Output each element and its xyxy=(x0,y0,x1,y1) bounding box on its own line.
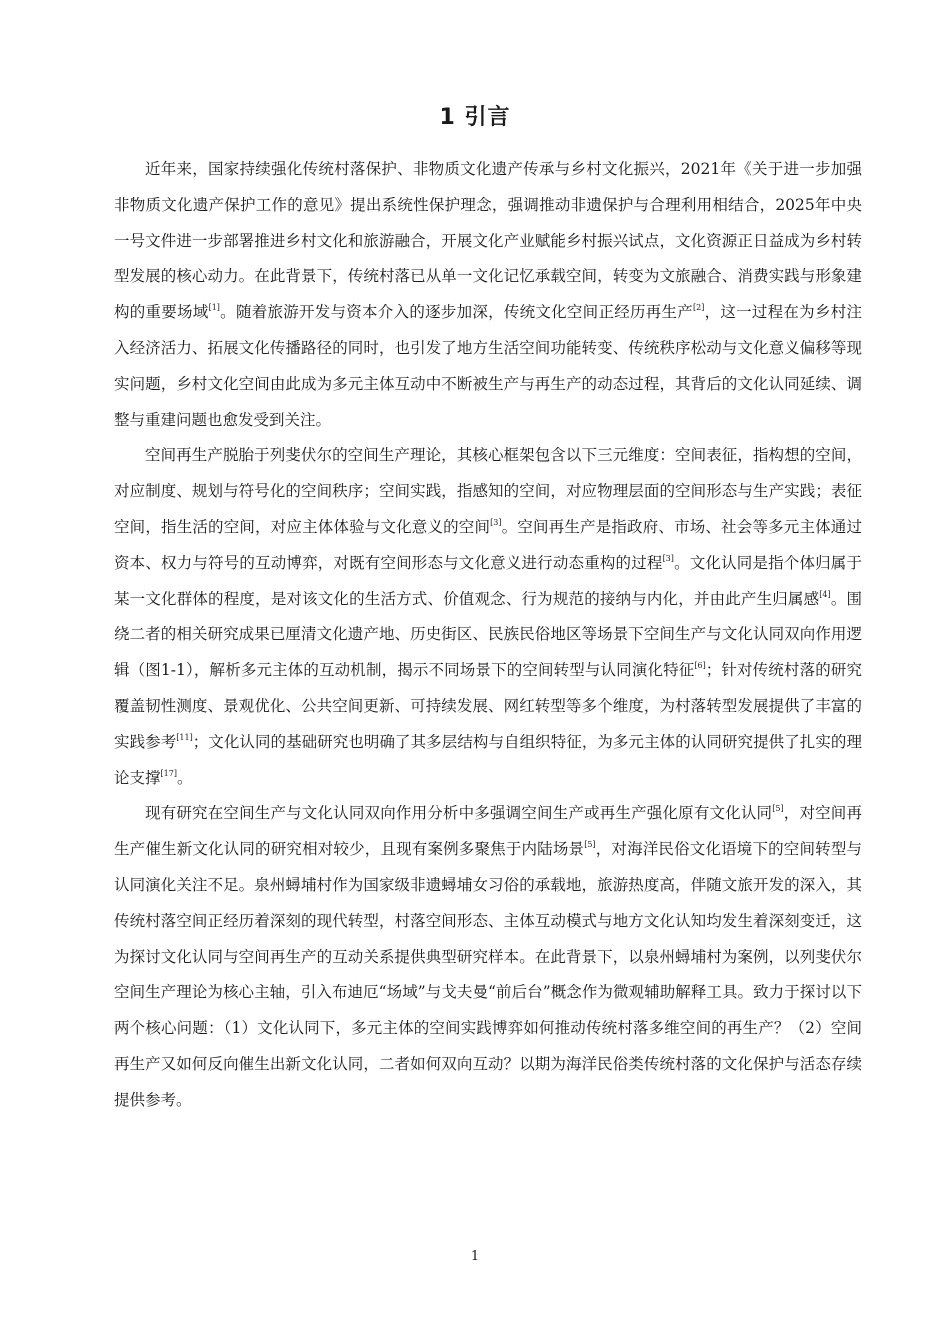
text-run: ；针对传统村落的研究覆盖韧性测度、景观优化、公共空间更新、可持续发展、网红转型等多个维度，为村落转型发展提供了丰富的实践参考 xyxy=(114,661,862,751)
citation-ref: [3] xyxy=(490,517,502,527)
text-run: 空间再生产脱胎于列斐伏尔的空间生产理论，其核心框架包含以下三元维度：空间表征，指构想的空间，对应制度、规划与符号化的空间秩序；空间实践，指感知的空间，对应物理层面的空间形态与生产实践；表征空间，指生活的空间，对应主体体验与文化意义的空间 xyxy=(114,446,862,536)
paragraph-2 xyxy=(114,438,862,796)
page-number: 1 xyxy=(470,1249,480,1264)
text-run: 。空间再生产是指政府、市场、社会等多元主体通过资本、权力与符号的互动博弈，对既有空间形态与文化意义进行动态重构的过程 xyxy=(114,517,862,572)
citation-ref: [5] xyxy=(584,840,596,850)
text-run: 现有研究在空间生产与文化认同双向作用分析中多强调空间生产或再生产强化原有文化认同 xyxy=(145,804,773,823)
text-run: 。文化认同是指个体归属于某一文化群体的程度，是对该文化的生活方式、价值观念、行为规范的接纳与内化，并由此产生归属感 xyxy=(114,553,862,608)
section-body xyxy=(114,152,862,1119)
paragraph-1 xyxy=(114,152,862,438)
paragraph-3 xyxy=(114,796,862,1118)
text-run: ，对空间再生产催生新文化认同的研究相对较少，且现有案例多聚焦于内陆场景 xyxy=(114,804,862,859)
citation-ref: [6] xyxy=(694,661,706,671)
citation-ref: [5] xyxy=(772,804,784,814)
section-title: 1 引言 xyxy=(439,105,511,130)
text-run: 。 xyxy=(176,768,193,787)
text-run: ，这一过程在为乡村注入经济活力、拓展文化传播路径的同时，也引发了地方生活空间功能转变、传统秩序松动与文化意义偏移等现实问题，乡村文化空间由此成为多元主体互动中不断被生产与再生产的动态过程，其背后的文化认同延续、调整与重建问题也愈发受到关注。 xyxy=(114,303,862,429)
text-run: 。围绕二者的相关研究成果已厘清文化遗产地、历史街区、民族民俗地区等场景下空间生产与文化认同双向作用逻辑（图1-1），解析多元主体的互动机制，揭示不同场景下的空间转型与认同演化特征 xyxy=(114,589,862,680)
text-run: 近年来，国家持续强化传统村落保护、非物质文化遗产传承与乡村文化振兴，2021年《关于进一步加强非物质文化遗产保护工作的意见》提出系统性保护理念，强调推动非遗保护与合理利用相结合，2025年中央一号文件进一步部署推进乡村文化和旅游融合，开展文化产业赋能乡村振兴试点，文化资源正日益成为乡村转型发展的核心动力。在此背景下，传统村落已从单一文化记忆承载空间，转变为文旅融合、消费实践与形象建构的重要场域 xyxy=(114,160,862,322)
citation-ref: [2] xyxy=(693,303,705,313)
citation-ref: [17] xyxy=(160,768,177,778)
text-run: ；文化认同的基础研究也明确了其多层结构与自组织特征，为多元主体的认同研究提供了扎实的理论支撑 xyxy=(114,732,862,787)
citation-ref: [11] xyxy=(176,732,193,742)
text-run: ，对海洋民俗文化语境下的空间转型与认同演化关注不足。泉州蟳埔村作为国家级非遗蟳埔女习俗的承载地，旅游热度高，伴随文旅开发的深入，其传统村落空间正经历着深刻的现代转型，村落空间形态、主体互动模式与地方文化认知均发生着深刻变迁，这为探讨文化认同与空间再生产的互动关系提供典型研究样本。在此背景下，以泉州蟳埔村为案例，以列斐伏尔空间生产理论为核心主轴，引入布迪厄“场域”与戈夫曼“前后台”概念作为微观辅助解释工具。致力于探讨以下两个核心问题：（1）文化认同下，多元主体的空间实践博弈如何推动传统村落多维空间的再生产？（2）空间再生产又如何反向催生出新文化认同，二者如何双向互动？以期为海洋民俗类传统村落的文化保护与活态存续提供参考。 xyxy=(114,840,862,1109)
citation-ref: [1] xyxy=(208,303,220,313)
text-run: 。随着旅游开发与资本介入的逐步加深，传统文化空间正经历再生产 xyxy=(219,303,694,322)
citation-ref: [4] xyxy=(819,589,831,599)
citation-ref: [3] xyxy=(662,553,674,563)
